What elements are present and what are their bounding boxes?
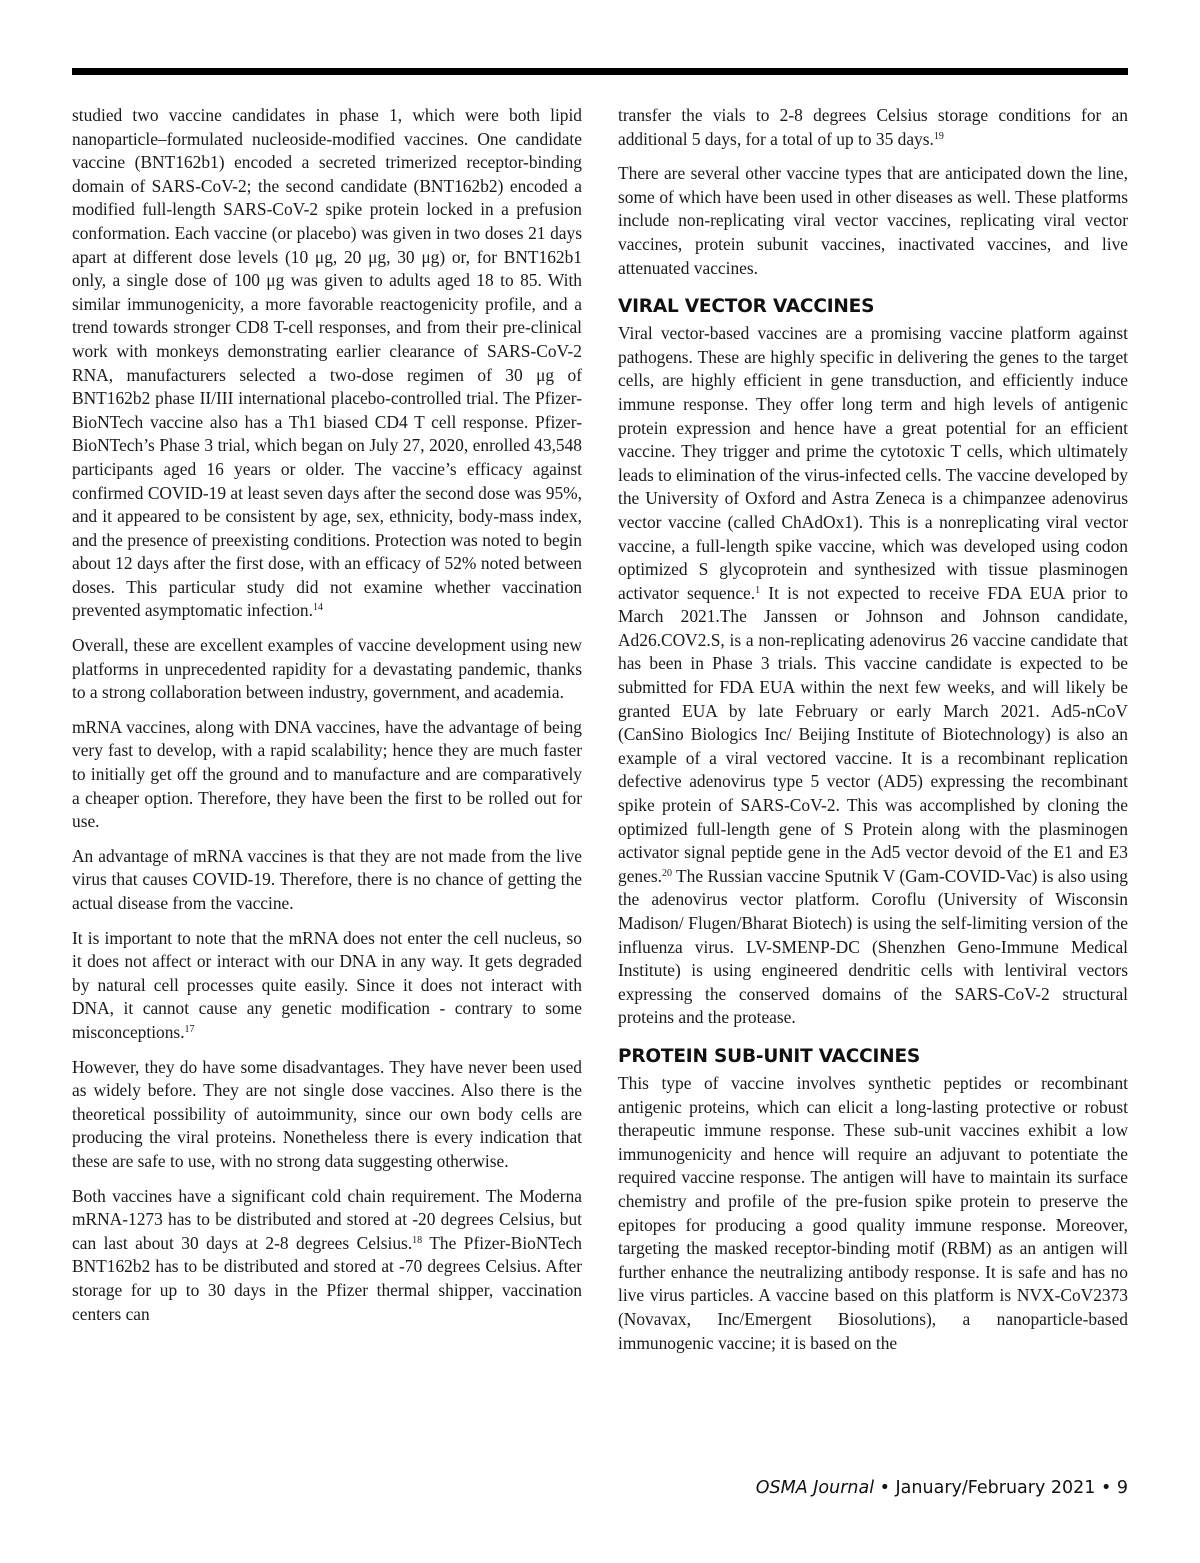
paragraph: This type of vaccine involves synthetic peptides or recombinant antigenic proteins, which can elicit a long-lasting protective or robust therapeutic immune response. These sub-unit vaccines exhibit a low immunogenicity and hence will require an adjuvant to potentiate the required vaccine response. The antigen will have to maintain its surface chemistry and profile of the pre-fusion spike protein to preserve the epitopes for producing a good quality immune response. Moreover, targeting the masked receptor-binding motif (RBM) as an antigen will further enhance the neutralizing antibody response. It is safe and has no live virus particles. A vaccine based on this platform is NVX-CoV2373 (Novavax, Inc/Emergent Biosolutions), a nanoparticle-based immunogenic vaccine; it is based on the [618, 1072, 1128, 1353]
paragraph: studied two vaccine candidates in phase 1, which were both lipid nanoparticle–formulated nucleoside-modified vaccines. One candidate vaccine (BNT162b1) encoded a secreted trimerized receptor-binding domain of SARS-CoV-2; the second candidate (BNT162b2) encoded a modified full-length SARS-CoV-2 spike protein locked in a prefusion conformation. Each vaccine (or placebo) was given in two doses 21 days apart at different dose levels (10 μg, 20 μg, 30 μg) or, for BNT162b1 only, a single dose of 100 μg was given to adults aged 18 to 85. With similar immunogenicity, a more favorable reactogenicity profile, and a trend towards stronger CD8 T-cell responses, and from their pre-clinical work with monkeys demonstrating earlier clearance of SARS-CoV-2 RNA, manufacturers selected a two-dose regimen of 30 μg of BNT162b2 phase II/III international placebo-controlled trial. The Pfizer-BioNTech vaccine also has a Th1 biased CD4 T cell response. Pfizer-BioNTech’s Phase 3 trial, which began on July 27, 2020, enrolled 43,548 participants aged 16 years or older. The vaccine’s efficacy against confirmed COVID-19 at least seven days after the second dose was 95%, and it appeared to be consistent by age, sex, ethnicity, body-mass index, and the presence of preexisting conditions. Protection was noted to begin about 12 days after the first dose, with an efficacy of 52% noted between doses. This particular study did not examine whether vaccination prevented asymptomatic infection.$^{14}$ [72, 105, 582, 621]
citation: 14 [312, 602, 323, 614]
citation: 19 [933, 130, 944, 142]
section-heading-viral-vector: VIRAL VECTOR VACCINES [618, 296, 875, 318]
citation: 18 [412, 1234, 423, 1246]
citation: 17 [184, 1023, 195, 1035]
paragraph: Both vaccines have a significant cold chain requirement. The Moderna mRNA-1273 has to be distributed and stored at -20 degrees Celsius, but can last about 30 days at 2-8 degrees Celsius.$^{18}$ The Pfizer-BioNTech BNT162b2 has to be distributed and stored at -70 degrees Celsius. After storage for up to 30 days in the Pfizer thermal shipper, vaccination centers can [72, 1185, 582, 1324]
paragraph: mRNA vaccines, along with DNA vaccines, have the advantage of being very fast to develop, with a rapid scalability; hence they are much faster to initially get off the ground and to manufacture and are comparatively a cheaper option. Therefore, they have been the first to be rolled out for use. [72, 716, 582, 832]
header-rule [72, 68, 1128, 75]
citation: 1 [755, 584, 761, 596]
issue-date: • January/February 2021 • [874, 1478, 1117, 1498]
paragraph: Viral vector-based vaccines are a promising vaccine platform against pathogens. These are highly specific in delivering the genes to the target cells, are highly efficient in gene transduction, and efficiently induce immune response. They offer long term and high levels of antigenic protein expression and hence have a great potential for an efficient vaccine. They trigger and prime the cytotoxic T cells, which ultimately leads to elimination of the virus-infected cells. The vaccine developed by the University of Oxford and Astra Zeneca is a chimpanzee adenovirus vector vaccine (called ChAdOx1). This is a nonreplicating viral vector vaccine, a full-length spike vaccine, which was developed using codon optimized S glycoprotein and synthesized with tissue plasminogen activator sequence.$^1$ It is not expected to receive FDA EUA prior to March 2021.The Janssen or Johnson and Johnson candidate, Ad26.COV2.S, is a non-replicating adenovirus 26 vaccine candidate that has been in Phase 3 trials. This vaccine candidate is expected to be submitted for FDA EUA within the next few weeks, and will likely be granted EUA by late February or early March 2021. Ad5-nCoV (CanSino Biologics Inc/ Beijing Institute of Biotechnology) is also an example of a viral vectored vaccine. It is a recombinant replication defective adenovirus type 5 vector (AD5) expressing the recombinant spike protein of SARS-CoV-2. This was accomplished by cloning the optimized full-length gene of S Protein along with the plasminogen activator signal peptide gene in the Ad5 vector devoid of the E1 and E3 genes.$^{20}$ The Russian vaccine Sputnik V (Gam-COVID-Vac) is also using the adenovirus vector platform. Coroflu (University of Wisconsin Madison/ Flugen/Bharat Biotech) is using the self-limiting version of the influenza virus. LV-SMENP-DC (Shenzhen Geno-Immune Medical Institute) is using engineered dendritic cells with lentiviral vectors expressing the conserved domains of the SARS-CoV-2 structural proteins and the protease. [618, 323, 1128, 1028]
journal-name: OSMA Journal [755, 1478, 875, 1498]
paragraph: An advantage of mRNA vaccines is that they are not made from the live virus that causes COVID-19. Therefore, there is no chance of getting the actual disease from the vaccine. [72, 845, 582, 913]
left-column [72, 104, 582, 1326]
citation: 20 [661, 867, 672, 879]
paragraph: Overall, these are excellent examples of vaccine development using new platforms in unprecedented rapidity for a devastating pandemic, thanks to a strong collaboration between industry, government, and academia. [72, 635, 582, 703]
paragraph: transfer the vials to 2-8 degrees Celsius storage conditions for an additional 5 days, for a total of up to 35 days.$^{19}$ [618, 105, 1128, 149]
right-column [618, 104, 1128, 1355]
paragraph: However, they do have some disadvantages. They have never been used as widely before. They are not single dose vaccines. Also there is the theoretical possibility of autoimmunity, since our own body cells are producing the viral proteins. Nonetheless there is every indication that these are safe to use, with no strong data suggesting otherwise. [72, 1056, 582, 1171]
page-footer [756, 1478, 1128, 1498]
paragraph: There are several other vaccine types that are anticipated down the line, some of which have been used in other diseases as well. These platforms include non-replicating viral vector vaccines, replicating viral vector vaccines, protein subunit vaccines, inactivated vaccines, and live attenuated vaccines. [618, 163, 1128, 278]
paragraph: It is important to note that the mRNA does not enter the cell nucleus, so it does not affect or interact with our DNA in any way. It gets degraded by natural cell processes quite easily. Since it does not interact with DNA, it cannot cause any genetic modification - contrary to some misconceptions.$^{17}$ [72, 927, 582, 1042]
section-heading-protein-subunit: PROTEIN SUB-UNIT VACCINES [618, 1045, 921, 1067]
page-number: 9 [1116, 1478, 1128, 1498]
